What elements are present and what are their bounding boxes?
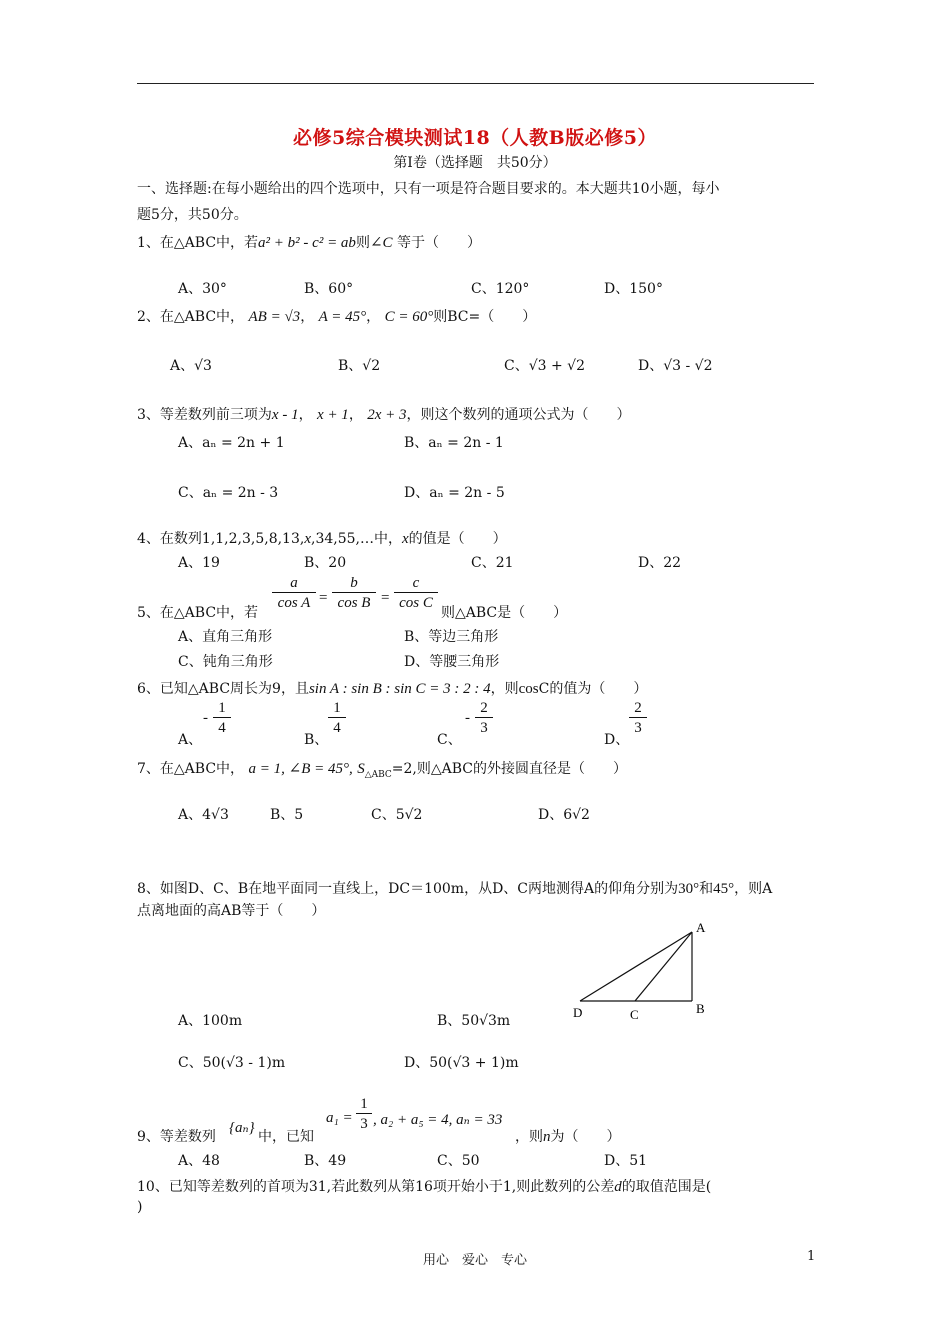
q1-formula: a² + b² - c² = ab (258, 235, 356, 251)
question-2: 2、在△ABC中， AB = √3， A = 45°， C = 60°则BC=（ ） (137, 309, 537, 325)
q6-d-den: 3 (634, 720, 642, 736)
q7-option-c[interactable]: C、5√2 (371, 807, 423, 823)
figure-line-da (580, 932, 692, 1001)
question-8-line1 (137, 878, 772, 898)
page-number: 1 (807, 1249, 816, 1264)
q8-option-c[interactable]: C、50(√3 - 1)m (178, 1055, 286, 1071)
q6-b-den: 4 (333, 720, 341, 736)
q7-suffix: =2,则△ABC的外接圆直径是（ ） (391, 761, 628, 777)
section-intro-line1: 一、选择题:在每小题给出的四个选项中，只有一项是符合题目要求的。本大题共10小题，每小 (137, 181, 720, 197)
q4-option-d[interactable]: D、22 (638, 555, 682, 571)
q2-formula-a: A = 45° (318, 309, 367, 325)
footer-motto: 用心 爱心 专心 (422, 1253, 527, 1268)
q6-option-a-sign: - (203, 710, 208, 726)
q8-line1-prefix: 8、如图D、C、B在地平面同一直线上，DC＝100m，从D、C两地测得A的仰角分别为 (137, 881, 679, 897)
q3-term1: x - 1 (271, 407, 299, 423)
q6-option-a-fraction (213, 699, 231, 738)
q4-prefix: 4、在数列1,1,2,3,5,8,13, (137, 531, 305, 547)
q7-option-b[interactable]: B、5 (270, 807, 304, 823)
q5-frac-b-den: cos B (337, 595, 371, 611)
q2-option-c[interactable]: C、√3 + √2 (504, 358, 585, 374)
q2-prefix: 2、在△ABC中， (137, 309, 245, 325)
q1-suffix: 等于（ ） (392, 235, 481, 251)
q9-suffix1: ，则 (515, 1129, 543, 1145)
q5-fraction-a (272, 574, 316, 613)
q6-option-b-label[interactable]: B、 (304, 732, 329, 748)
q10-line1-suffix: 的取值范围是( (621, 1179, 712, 1195)
q6-prefix: 6、已知△ABC周长为9，且 (137, 681, 309, 697)
q6-d-num: 2 (629, 699, 647, 718)
q5-eq1: = (319, 590, 328, 606)
q1-angle: ∠C (369, 235, 393, 251)
q2-option-b[interactable]: B、√2 (338, 358, 381, 374)
q6-option-d-fraction (629, 699, 647, 738)
q1-option-d[interactable]: D、150° (604, 281, 663, 297)
q6-a-den: 4 (218, 720, 226, 736)
q5-fraction-c (394, 574, 438, 613)
q10-d: d (614, 1179, 622, 1195)
q4-suffix: 的值是（ ） (408, 531, 507, 547)
q5-option-a[interactable]: A、直角三角形 (178, 629, 273, 645)
q9-mid: 中，已知 (258, 1129, 314, 1145)
q9-option-b[interactable]: B、49 (304, 1153, 347, 1169)
q8-option-a[interactable]: A、100m (178, 1013, 243, 1029)
page-title: 必修5综合模块测试18（人教B版必修5） (293, 127, 657, 149)
q2-suffix: 则BC=（ ） (433, 309, 537, 325)
section-intro-line2: 题5分，共50分。 (137, 207, 248, 223)
q4-option-a[interactable]: A、19 (178, 555, 220, 571)
q5-frac-c-den: cos C (399, 595, 433, 611)
q9-option-d[interactable]: D、51 (604, 1153, 648, 1169)
q3-suffix: ，则这个数列的通项公式为（ ） (406, 407, 631, 423)
q4-option-c[interactable]: C、21 (471, 555, 514, 571)
question-3: 3、等差数列前三项为x - 1， x + 1， 2x + 3，则这个数列的通项公式为（ ） (137, 407, 631, 423)
q7-s: S (357, 761, 365, 777)
q1-option-b[interactable]: B、60° (304, 281, 354, 297)
figure-label-d: D (573, 1005, 583, 1020)
section-subtitle: 第Ⅰ卷（选择题 共50分） (393, 155, 557, 171)
q6-b-num: 1 (328, 699, 346, 718)
q6-option-c-fraction (475, 699, 493, 738)
question-10-line1 (137, 1176, 711, 1196)
q7-option-d[interactable]: D、6√2 (538, 807, 590, 823)
q4-mid: ,34,55,…中， (311, 531, 402, 547)
q8-triangle-figure (568, 918, 718, 1030)
q6-c-num: 2 (475, 699, 493, 718)
q9-rest: , a₂ + a₅ = 4, aₙ = 33 (373, 1112, 503, 1128)
q3-option-c[interactable]: C、aₙ = 2n - 3 (178, 485, 279, 501)
q6-suffix: C的值为（ ） (538, 681, 648, 697)
q6-mid: ，则 (490, 681, 519, 697)
q8-option-d[interactable]: D、50(√3 + 1)m (404, 1055, 519, 1071)
q5-eq2: = (381, 590, 390, 606)
q6-cos: cos (518, 681, 539, 697)
question-1 (137, 232, 481, 252)
q5-frac-b-num: b (332, 574, 376, 593)
header-rule (137, 83, 814, 84)
q9-option-c[interactable]: C、50 (437, 1153, 480, 1169)
q2-option-a[interactable]: A、√3 (170, 358, 212, 374)
q1-option-a[interactable]: A、30° (178, 281, 227, 297)
q3-option-d[interactable]: D、aₙ = 2n - 5 (404, 485, 505, 501)
q5-option-c[interactable]: C、钝角三角形 (178, 654, 273, 670)
q5-prefix: 5、在△ABC中，若 (137, 605, 259, 621)
q6-option-a-label[interactable]: A、 (178, 732, 203, 748)
figure-label-a: A (696, 920, 706, 935)
figure-label-b: B (696, 1001, 705, 1016)
q5-frac-c-num: c (394, 574, 438, 593)
q4-option-b[interactable]: B、20 (304, 555, 347, 571)
q8-deg1: 30° (678, 881, 700, 897)
q5-frac-a-den: cos A (277, 595, 311, 611)
q6-c-den: 3 (480, 720, 488, 736)
q7-prefix: 7、在△ABC中， (137, 761, 245, 777)
question-4 (137, 528, 507, 548)
q5-fraction-b (332, 574, 376, 613)
q3-term3: 2x + 3 (367, 407, 407, 423)
q2-option-d[interactable]: D、√3 - √2 (638, 358, 713, 374)
q6-option-b-fraction (328, 699, 346, 738)
q2-formula-ab: AB = √3 (248, 309, 301, 325)
q5-option-b[interactable]: B、等边三角形 (404, 629, 499, 645)
figure-label-c: C (630, 1007, 639, 1022)
q9-a1: a₁ = (326, 1110, 353, 1126)
question-8-line2: 点离地面的高AB等于（ ） (137, 903, 326, 919)
q9-num: 1 (356, 1095, 372, 1114)
q3-prefix: 3、等差数列前三项为 (137, 407, 272, 423)
q8-and: 和 (699, 881, 714, 897)
q6-option-c-sign: - (465, 710, 470, 726)
q7-sub: △ABC (364, 769, 392, 780)
q9-sequence: {aₙ} (229, 1120, 255, 1136)
q9-suffix2: 为（ ） (550, 1129, 621, 1145)
q3-option-b[interactable]: B、aₙ = 2n - 1 (404, 435, 504, 451)
q1-mid: 则 (355, 235, 370, 251)
question-7 (137, 758, 627, 780)
q1-option-c[interactable]: C、120° (471, 281, 530, 297)
q6-option-c-label[interactable]: C、 (437, 732, 462, 748)
figure-line-ca (635, 932, 692, 1001)
q6-a-num: 1 (213, 699, 231, 718)
question-10-line2: ) (137, 1199, 143, 1215)
q2-formula-c: C = 60° (384, 309, 434, 325)
q7-option-a[interactable]: A、4√3 (178, 807, 229, 823)
question-9-tail (515, 1126, 621, 1146)
q1-prefix: 1、在△ABC中，若 (137, 235, 259, 251)
q9-option-a[interactable]: A、48 (178, 1153, 220, 1169)
q3-term2: x + 1 (317, 407, 349, 423)
q5-suffix: 则△ABC是（ ） (441, 605, 568, 621)
q4-x2: x (401, 531, 409, 547)
q10-line1-prefix: 10、已知等差数列的首项为31,若此数列从第16项开始小于1,则此数列的公差 (137, 1179, 615, 1195)
q9-prefix: 9、等差数列 (137, 1129, 216, 1145)
q6-formula: sin A : sin B : sin C = 3 : 2 : 4 (308, 681, 491, 697)
question-6 (137, 678, 647, 698)
q4-x1: x (304, 531, 311, 547)
q8-deg2: 45° (713, 881, 735, 897)
q3-option-a[interactable]: A、aₙ = 2n + 1 (178, 435, 285, 451)
q9-fraction (356, 1095, 372, 1134)
q8-option-b[interactable]: B、50√3m (437, 1013, 511, 1029)
q7-formula: a = 1, ∠B = 45°, (248, 761, 353, 777)
q9-n: n (543, 1129, 551, 1145)
q9-den: 3 (360, 1116, 368, 1132)
q6-option-d-label[interactable]: D、 (604, 732, 630, 748)
q8-line1-suffix: ，则A (734, 881, 773, 897)
q5-option-d[interactable]: D、等腰三角形 (404, 654, 500, 670)
q5-frac-a-num: a (272, 574, 316, 593)
